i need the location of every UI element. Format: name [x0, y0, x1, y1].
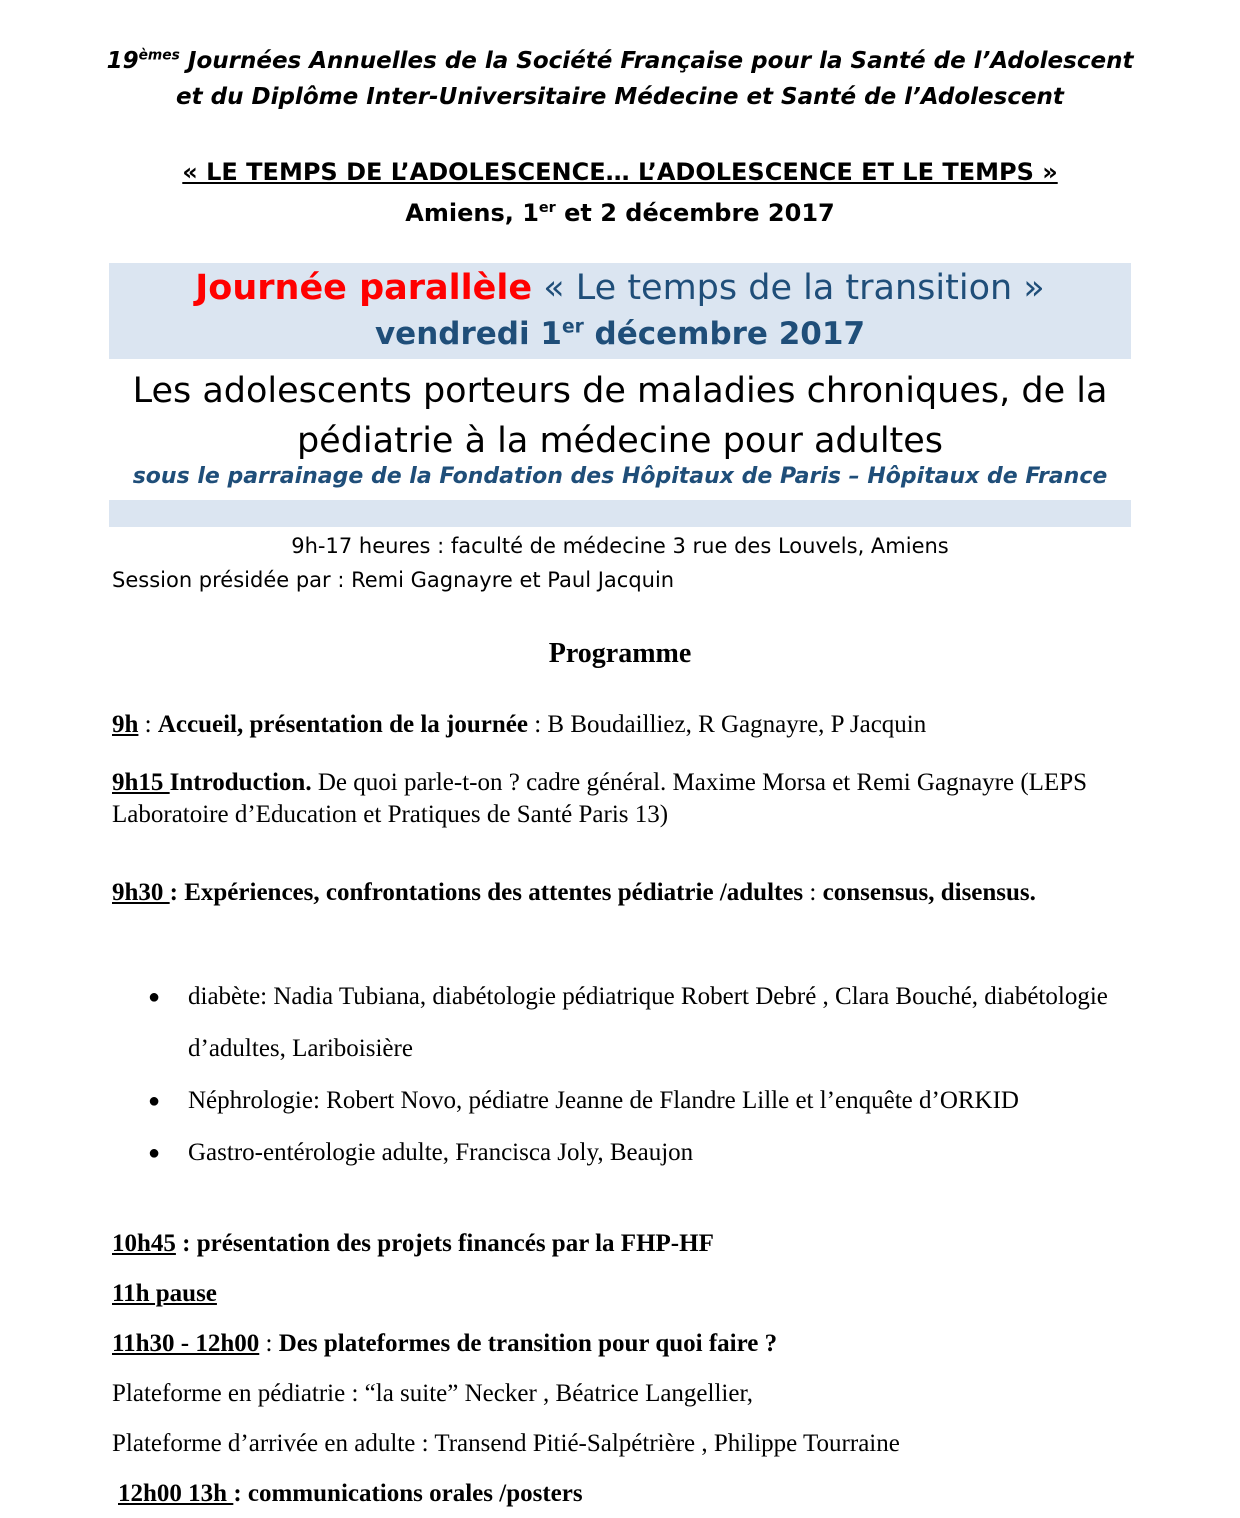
date-sup: er: [561, 316, 584, 338]
item-title: : présentation des projets financés par la FHP-HF: [175, 1230, 714, 1257]
separator: :: [803, 879, 823, 906]
item-title: Accueil, présentation de la journée: [157, 711, 528, 738]
time-9h15: 9h15: [112, 769, 170, 796]
subtitle: [0, 366, 1240, 466]
item-subtitle: consensus, disensus.: [822, 879, 1036, 906]
separator: :: [138, 711, 158, 738]
place-pre: Amiens, 1: [405, 199, 539, 227]
event-theme-text: « LE TEMPS DE L’ADOLESCENCE… L’ADOLESCENCE ET LE TEMPS »: [182, 158, 1058, 186]
bullet-list: [112, 971, 1122, 1179]
programme-item-9h: [112, 709, 1122, 741]
list-item-text: diabète: Nadia Tubiana, diabétologie pédiatrique Robert Debré , Clara Bouché, diabétologie d’adultes, Lariboisière: [188, 983, 1108, 1062]
programme-item-11h: [112, 1278, 1122, 1310]
ordinal-number: 19: [106, 48, 139, 74]
time-10h45: 10h45: [112, 1230, 176, 1257]
item-speakers: : B Boudailliez, R Gagnayre, P Jacquin: [527, 711, 927, 738]
item-description: De quoi parle-t-on ? cadre général. Maxime Morsa et Remi Gagnayre (LEPS Laboratoire d’Education et Pratiques de Santé Paris 13): [112, 769, 1088, 828]
platform-pediatric: Plateforme en pédiatrie : “la suite” Necker , Béatrice Langellier,: [112, 1380, 754, 1407]
item-title: : communications orales /posters: [233, 1480, 583, 1507]
bullet-icon: ●: [148, 1142, 161, 1164]
header-line-2: et du Diplôme Inter-Universitaire Médecine et Santé de l’Adolescent: [176, 84, 1064, 110]
item-title: Introduction.: [169, 769, 312, 796]
place-post: et 2 décembre 2017: [555, 199, 835, 227]
programme-item-9h15: [112, 767, 1122, 831]
subtitle-line-1: Les adolescents porteurs de maladies chroniques, de la: [132, 371, 1108, 411]
list-item: [112, 1075, 1122, 1127]
parallel-day-date: [0, 316, 1240, 352]
date-post: décembre 2017: [583, 316, 866, 352]
programme-item-11h30: [112, 1328, 1122, 1360]
date-pre: vendredi 1: [374, 316, 562, 352]
ordinal-suffix: èmes: [138, 47, 180, 64]
patronage-band: [109, 500, 1131, 527]
list-item-text: Néphrologie: Robert Novo, pédiatre Jeanne de Flandre Lille et l’enquête d’ORKID: [188, 1087, 1019, 1114]
separator: :: [259, 1330, 279, 1357]
parallel-day-label: Journée parallèle: [195, 268, 533, 308]
item-title: Des plateformes de transition pour quoi faire ?: [278, 1330, 778, 1357]
time-9h: 9h: [112, 711, 139, 738]
list-item-text: Gastro-entérologie adulte, Francisca Joly, Beaujon: [188, 1139, 694, 1166]
platform-adult: Plateforme d’arrivée en adulte : Transend Pitié-Salpétrière , Philippe Tourraine: [112, 1430, 900, 1457]
programme-item-12h: [118, 1478, 1128, 1510]
header-line-1: [0, 48, 1240, 74]
hours-location: 9h-17 heures : faculté de médecine 3 rue des Louvels, Amiens: [291, 534, 949, 558]
list-item: [112, 1127, 1122, 1179]
subtitle-line-2: pédiatrie à la médecine pour adultes: [296, 421, 944, 461]
programme-item-9h30: [112, 867, 1122, 919]
programme-title: Programme: [548, 638, 692, 669]
bullet-icon: ●: [148, 1090, 161, 1112]
bullet-icon: ●: [148, 986, 161, 1008]
time-9h30: 9h30: [112, 879, 170, 906]
time-12h: 12h00 13h: [118, 1480, 234, 1507]
header-line-1-text: Journées Annuelles de la Société Française pour la Santé de l’Adolescent: [179, 48, 1134, 74]
event-place-date: [0, 199, 1240, 227]
programme-item-10h45: [112, 1228, 1122, 1260]
event-theme: [0, 158, 1240, 186]
item-title: : Expériences, confrontations des attentes pédiatrie /adultes: [169, 879, 804, 906]
parallel-day-title: [0, 268, 1240, 308]
time-11h30: 11h30 - 12h00: [112, 1330, 260, 1357]
parallel-day-theme: « Le temps de la transition »: [532, 268, 1045, 308]
pause-label: 11h pause: [112, 1280, 217, 1307]
list-item: [112, 971, 1122, 1075]
place-sup: er: [538, 200, 556, 216]
patronage: sous le parrainage de la Fondation des Hôpitaux de Paris – Hôpitaux de France: [132, 464, 1108, 489]
session-chair: Session présidée par : Remi Gagnayre et Paul Jacquin: [112, 568, 675, 592]
